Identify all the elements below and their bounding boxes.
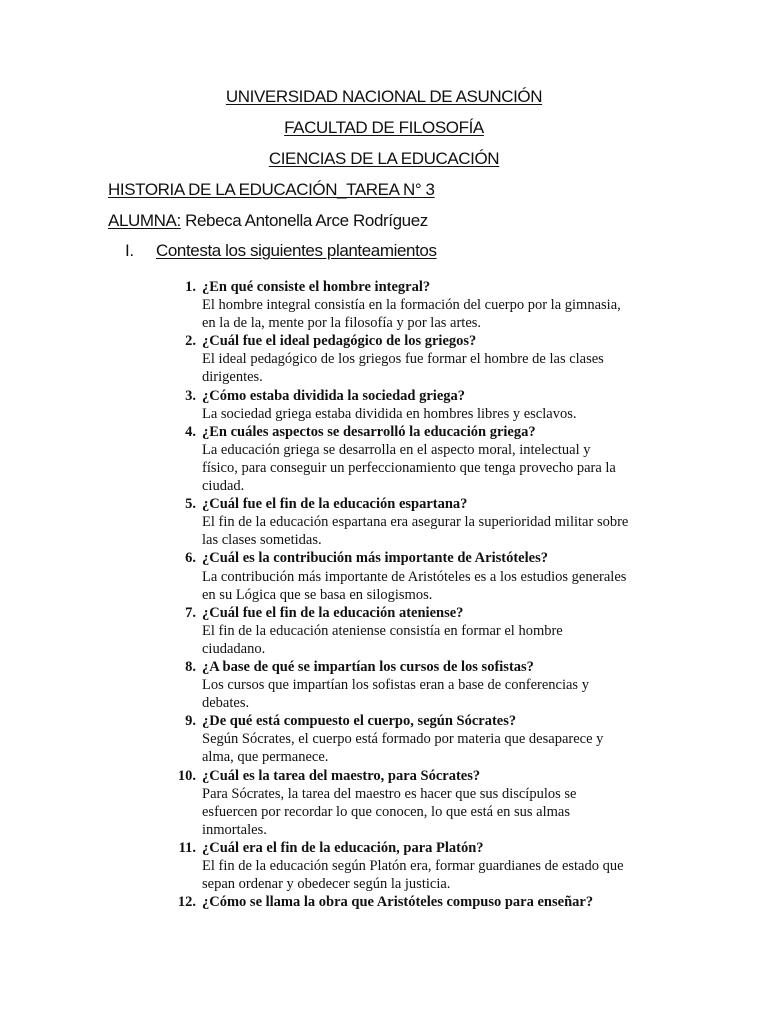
university-heading	[0, 87, 768, 107]
question-number: 1.	[185, 279, 196, 295]
question-text: ¿Cuál es la contribución más importante de Aristóteles?	[202, 550, 548, 567]
question-text: ¿Cuál es la tarea del maestro, para Sócrates?	[202, 767, 481, 784]
student-name: Rebeca Antonella Arce Rodríguez	[180, 211, 428, 230]
university-name: UNIVERSIDAD NACIONAL DE ASUNCIÓN	[225, 87, 543, 106]
question-text: ¿Cuál fue el fin de la educación ateniense?	[202, 604, 464, 621]
question-number: 11.	[178, 839, 196, 856]
question-item	[0, 495, 662, 549]
answer-line: físico, para conseguir un perfeccionamiento que tenga provecho para la	[202, 459, 616, 476]
question-number: 9.	[185, 713, 196, 730]
answer-line: El fin de la educación ateniense consistía en formar el hombre	[202, 622, 563, 639]
question-number: 6.	[185, 550, 196, 567]
section-title: Contesta los siguientes planteamientos	[156, 241, 437, 260]
faculty-heading	[0, 118, 768, 138]
section-heading	[125, 241, 437, 261]
question-text: ¿En cuáles aspectos se desarrolló la educación griega?	[202, 423, 536, 440]
question-number: 8.	[185, 658, 196, 675]
answer-line: La contribución más importante de Aristóteles es a los estudios generales	[202, 568, 627, 585]
course-name: HISTORIA DE LA EDUCACIÓN_TAREA N° 3	[108, 180, 435, 199]
answer-line: Según Sócrates, el cuerpo está formado por materia que desaparece y	[202, 731, 604, 748]
department-heading	[0, 149, 768, 169]
student-line	[108, 211, 428, 231]
question-item	[0, 893, 662, 911]
question-item	[0, 387, 662, 423]
answer-line: El fin de la educación según Platón era, formar guardianes de estado que	[202, 858, 624, 874]
answer-line: esfuercen por recordar lo que conocen, lo que está en sus almas	[202, 803, 570, 820]
question-text: ¿Cómo se llama la obra que Aristóteles compuso para enseñar?	[202, 894, 594, 911]
question-item	[0, 604, 662, 658]
faculty-name: FACULTAD DE FILOSOFÍA	[284, 118, 484, 137]
answer-line: ciudadano.	[202, 640, 266, 657]
answer-line: alma, que permanece.	[202, 749, 329, 766]
course-title	[108, 180, 435, 200]
question-item	[0, 549, 662, 603]
answer-line: Para Sócrates, la tarea del maestro es hacer que sus discípulos se	[202, 785, 577, 802]
question-item	[0, 423, 662, 495]
question-text: ¿De qué está compuesto el cuerpo, según Sócrates?	[202, 713, 517, 730]
question-item	[0, 839, 662, 893]
question-number: 3.	[185, 387, 196, 404]
question-text: ¿En qué consiste el hombre integral?	[202, 279, 431, 295]
answer-line: El hombre integral consistía en la formación del cuerpo por la gimnasia,	[202, 297, 621, 314]
question-text: ¿Cómo estaba dividida la sociedad griega?	[202, 387, 466, 404]
answer-line: debates.	[202, 695, 250, 712]
answer-line: ciudad.	[202, 478, 245, 495]
question-item	[0, 658, 662, 712]
question-number: 2.	[185, 333, 196, 350]
section-number: I.	[125, 241, 134, 260]
answer-line: La sociedad griega estaba dividida en hombres libres y esclavos.	[202, 405, 577, 422]
question-item	[0, 712, 662, 766]
question-list	[0, 278, 768, 911]
question-item	[0, 278, 662, 332]
student-label: ALUMNA:	[108, 211, 181, 230]
answer-line: La educación griega se desarrolla en el aspecto moral, intelectual y	[202, 441, 591, 458]
answer-line: El fin de la educación espartana era asegurar la superioridad militar sobre	[202, 514, 629, 531]
question-item	[0, 332, 662, 386]
answer-line: El ideal pedagógico de los griegos fue formar el hombre de las clases	[202, 351, 604, 368]
answer-line: en su Lógica que se basa en silogismos.	[202, 586, 433, 603]
question-number: 7.	[185, 604, 196, 621]
question-number: 5.	[185, 496, 196, 513]
question-text: ¿Cuál fue el fin de la educación espartana?	[202, 496, 468, 513]
answer-line: inmortales.	[202, 821, 267, 838]
question-number: 4.	[185, 423, 196, 440]
question-item	[0, 767, 662, 839]
answer-line: Los cursos que impartían los sofistas eran a base de conferencias y	[202, 677, 589, 694]
answer-line: sepan ordenar y obedecer según la justicia.	[202, 876, 451, 893]
question-text: ¿Cuál fue el ideal pedagógico de los griegos?	[202, 333, 477, 350]
question-text: ¿A base de qué se impartían los cursos de los sofistas?	[202, 658, 534, 675]
question-text: ¿Cuál era el fin de la educación, para Platón?	[202, 839, 484, 856]
answer-line: en la de la, mente por la filosofía y por las artes.	[202, 315, 482, 332]
answer-line: las clases sometidas.	[202, 532, 322, 549]
answer-line: dirigentes.	[202, 369, 263, 386]
question-number: 10.	[177, 767, 196, 784]
department-name: CIENCIAS DE LA EDUCACIÓN	[268, 149, 500, 168]
question-number: 12.	[177, 894, 196, 911]
